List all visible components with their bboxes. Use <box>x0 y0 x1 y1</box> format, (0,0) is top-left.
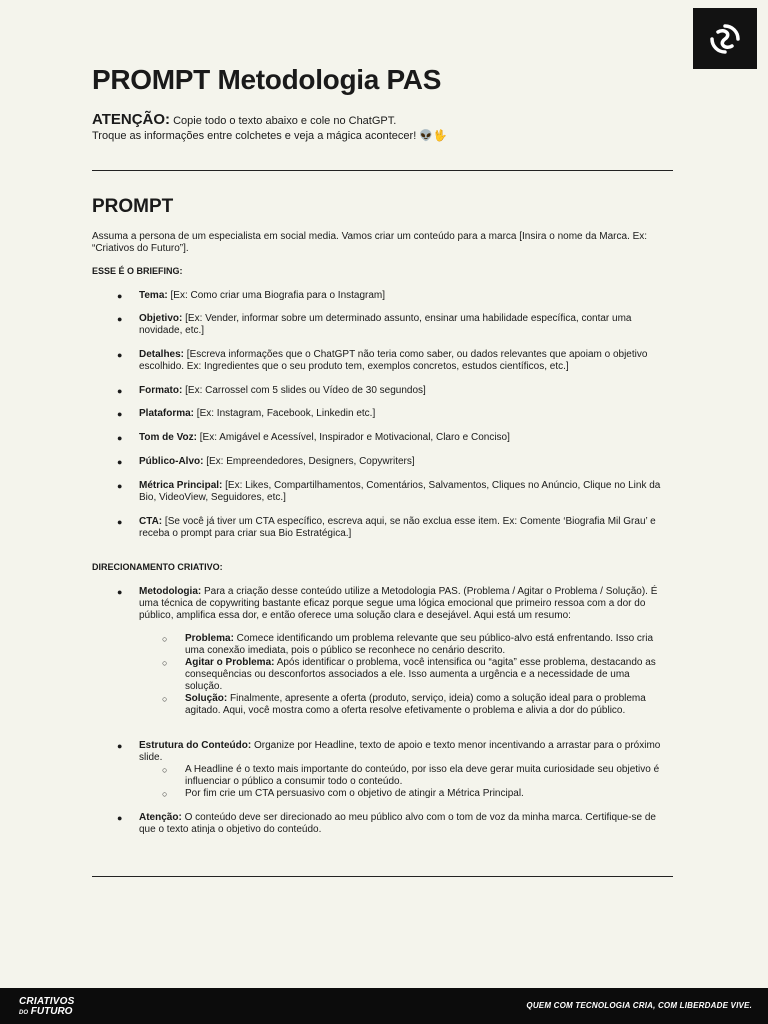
bullet-icon: ● <box>117 433 123 443</box>
pas-text: Comece identificando um problema relevante que seu público-alvo está enfrentando. Isso cria uma conexão imediata, pois o público se reconhece no cenário descrito. <box>185 633 654 656</box>
creative-label: Metodologia: <box>139 586 202 597</box>
creative-heading: DIRECIONAMENTO CRIATIVO: <box>92 562 223 572</box>
briefing-text: [Escreva informações que o ChatGPT não teria como saber, ou dados relevantes que apoiam o objetivo escolhido. Ex: Ingredientes que o seu produto tem, exemplos concretos, estudos científicos, etc.] <box>139 349 648 372</box>
bullet-icon: ● <box>117 291 123 301</box>
sub-bullet-icon: ○ <box>162 658 168 668</box>
briefing-label: Plataforma: <box>139 408 195 419</box>
briefing-label: Tema: <box>139 290 168 301</box>
bullet-icon: ● <box>117 587 123 597</box>
divider-top <box>92 170 673 171</box>
bullet-icon: ● <box>117 386 123 396</box>
briefing-text: [Ex: Vender, informar sobre um determinado assunto, ensinar uma habilidade específica, contar uma novidade, etc.] <box>139 313 632 336</box>
brand-do: DO <box>19 1010 28 1016</box>
bullet-icon: ● <box>117 314 123 324</box>
divider-bottom <box>92 876 673 877</box>
prompt-heading: PROMPT <box>92 196 174 217</box>
sub-bullet-icon: ○ <box>162 765 168 775</box>
attention-line2: Troque as informações entre colchetes e veja a mágica acontecer! 👽🖖 <box>92 130 447 142</box>
pas-label: Problema: <box>185 633 234 644</box>
sub-bullet-icon: ○ <box>162 634 168 644</box>
sub-bullet-icon: ○ <box>162 789 168 799</box>
attention-text: Copie todo o texto abaixo e cole no ChatGPT. <box>173 115 397 127</box>
briefing-heading: ESSE É O BRIEFING: <box>92 266 183 276</box>
creative-label: Atenção: <box>139 812 182 823</box>
briefing-label: Tom de Voz: <box>139 432 197 443</box>
briefing-label: Detalhes: <box>139 349 185 360</box>
sub-bullet-icon: ○ <box>162 694 168 704</box>
footer-bar <box>0 988 768 1024</box>
page-title: PROMPT Metodologia PAS <box>92 64 442 95</box>
brand-name-line1: CRIATIVOS <box>19 996 75 1007</box>
briefing-label: Formato: <box>139 385 183 396</box>
bullet-icon: ● <box>117 813 123 823</box>
pas-label: Agitar o Problema: <box>185 657 275 668</box>
briefing-text: [Ex: Amigável e Acessível, Inspirador e Motivacional, Claro e Conciso] <box>196 432 510 443</box>
briefing-label: Público-Alvo: <box>139 456 204 467</box>
pas-text: Finalmente, apresente a oferta (produto, serviço, ideia) como a solução ideal para o problema agitado. Aqui, você mostra como a oferta resolve efetivamente o problema e alivia a dor do público. <box>185 693 646 716</box>
spiral-logo-icon <box>708 22 742 56</box>
bullet-icon: ● <box>117 409 123 419</box>
creative-label: Estrutura do Conteúdo: <box>139 740 252 751</box>
bullet-icon: ● <box>117 517 123 527</box>
structure-text: Por fim crie um CTA persuasivo com o objetivo de atingir a Métrica Principal. <box>185 788 524 799</box>
briefing-text: [Ex: Likes, Compartilhamentos, Comentários, Salvamentos, Cliques no Anúncio, Clique no Link da Bio, VideoView, Seguidores, etc.] <box>139 480 661 503</box>
briefing-label: Objetivo: <box>139 313 183 324</box>
brand-name-line2 <box>19 1007 72 1018</box>
attention-note <box>92 112 447 144</box>
briefing-text: [Ex: Carrossel com 5 slides ou Vídeo de 30 segundos] <box>182 385 426 396</box>
briefing-text: [Ex: Como criar uma Biografia para o Instagram] <box>167 290 386 301</box>
bullet-icon: ● <box>117 350 123 360</box>
briefing-label: Métrica Principal: <box>139 480 223 491</box>
pas-text: Após identificar o problema, você intensifica ou “agita” esse problema, destacando as consequências ou desconfortos associados a ele. Isso aumenta a urgência e a necessidade de uma solução. <box>185 657 656 692</box>
brand-futuro: FUTURO <box>30 1006 73 1017</box>
bullet-icon: ● <box>117 481 123 491</box>
pas-label: Solução: <box>185 693 228 704</box>
briefing-text: [Se você já tiver um CTA específico, escreva aqui, se não exclua esse item. Ex: Comente ‘Biografia Mil Grau’ e receba o prompt para criar sua Bio Estratégica.] <box>139 516 656 539</box>
prompt-intro: Assuma a persona de um especialista em social media. Vamos criar um conteúdo para a marca [Insira o nome da Marca. Ex: “Criativos do Futuro”]. <box>92 231 648 254</box>
structure-text: A Headline é o texto mais importante do conteúdo, por isso ela deve gerar muita curiosidade seu objetivo é influenciar o público a consumir todo o conteúdo. <box>185 764 660 787</box>
briefing-text: [Ex: Instagram, Facebook, Linkedin etc.] <box>194 408 376 419</box>
bullet-icon: ● <box>117 741 123 751</box>
bullet-icon: ● <box>117 457 123 467</box>
creative-text: Para a criação desse conteúdo utilize a Metodologia PAS. (Problema / Agitar o Problema / Solução). É uma técnica de copywriting bastante eficaz porque segue uma lógica emocional que primeiro ressoa com a dor do público, amplifica essa dor, e então oferece uma solução clara e desejável. Aqui está um resumo: <box>139 586 658 621</box>
attention-label: ATENÇÃO: <box>92 111 171 128</box>
footer-tagline: QUEM COM TECNOLOGIA CRIA, COM LIBERDADE VIVE. <box>526 1001 752 1010</box>
briefing-label: CTA: <box>139 516 163 527</box>
logo <box>693 8 757 69</box>
creative-text: O conteúdo deve ser direcionado ao meu público alvo com o tom de voz da minha marca. Certifique-se de que o texto atinja o objetivo do conteúdo. <box>139 812 656 835</box>
creative-text: Organize por Headline, texto de apoio e texto menor incentivando a arrastar para o próximo slide. <box>139 740 661 763</box>
briefing-text: [Ex: Empreendedores, Designers, Copywriters] <box>203 456 415 467</box>
